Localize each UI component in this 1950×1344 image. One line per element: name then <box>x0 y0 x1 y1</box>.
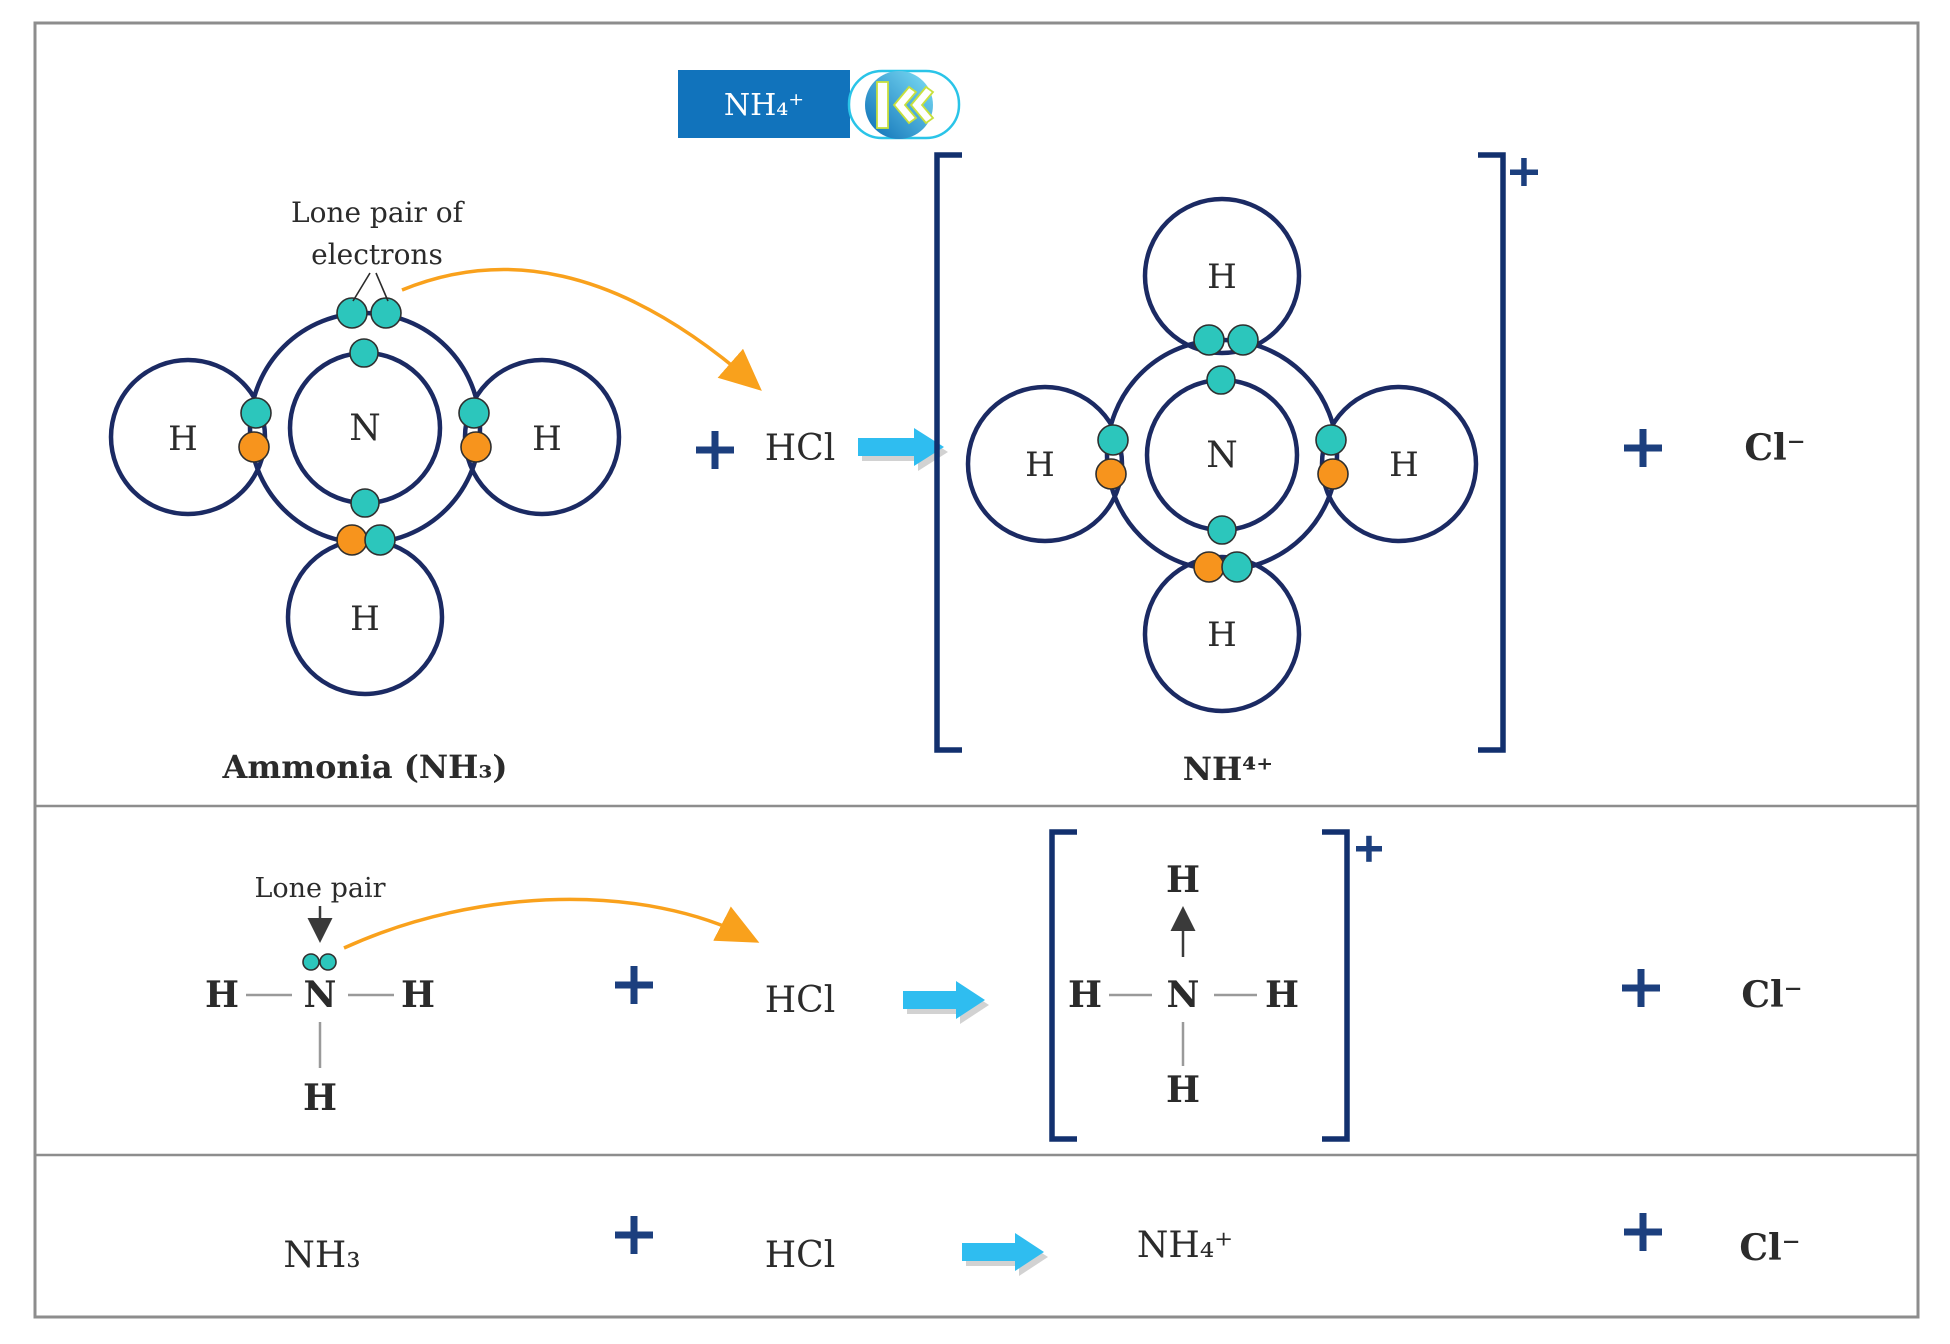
hydrogen-label-top: H <box>1207 257 1237 297</box>
electron-teal-bond-top-2 <box>1228 325 1258 355</box>
electron-orange-bond-right <box>1318 459 1348 489</box>
electron-teal-bond-bottom <box>365 525 395 555</box>
hydrogen-label-top: H <box>1165 859 1201 901</box>
nh3-label: NH₃ <box>283 1235 361 1276</box>
nitrogen-label: N <box>1166 974 1200 1016</box>
hydrogen-label-bottom: H <box>302 1077 338 1119</box>
electron-orange-bond-right <box>461 432 491 462</box>
nitrogen-label: N <box>349 408 381 449</box>
kunduz-logo-icon <box>849 71 959 139</box>
hydrogen-label-left: H <box>204 974 240 1016</box>
electron-teal-bond-right <box>459 398 489 428</box>
hydrogen-label-left: H <box>168 419 198 459</box>
hydrogen-label-left: H <box>1067 974 1103 1016</box>
ammonia-caption: Ammonia (NH₃) <box>222 748 508 786</box>
chloride-label: Cl⁻ <box>1741 974 1803 1016</box>
electron-teal-bond-left <box>241 398 271 428</box>
nitrogen-label: N <box>303 974 337 1016</box>
electron-teal-bond-right <box>1316 425 1346 455</box>
ammonium-caption: NH⁴⁺ <box>1182 750 1274 788</box>
electron-teal-lonepair-2 <box>320 954 336 970</box>
hcl-label: HCl <box>764 428 836 469</box>
hydrogen-label-right: H <box>400 974 436 1016</box>
electron-teal-bond-top-1 <box>1194 325 1224 355</box>
header-badge <box>678 70 959 139</box>
electron-orange-bond-left <box>239 432 269 462</box>
badge-formula: NH₄⁺ <box>723 88 805 123</box>
hydrogen-label-right: H <box>532 419 562 459</box>
electron-orange-bond-left <box>1096 459 1126 489</box>
electron-teal-inner-top <box>350 339 378 367</box>
electron-teal-lonepair-2 <box>371 298 401 328</box>
electron-teal-bond-left <box>1098 425 1128 455</box>
electron-teal-lonepair-1 <box>337 298 367 328</box>
lone-pair-text-1: Lone pair of <box>290 196 464 229</box>
nitrogen-label: N <box>1206 435 1238 476</box>
electron-teal-inner-top <box>1207 366 1235 394</box>
hydrogen-label-right: H <box>1389 445 1419 485</box>
electron-teal-bond-bottom <box>1222 552 1252 582</box>
electron-orange-bond-bottom <box>337 525 367 555</box>
hcl-label: HCl <box>764 980 836 1021</box>
electron-teal-inner-bottom <box>351 489 379 517</box>
lone-pair-text-2: electrons <box>311 238 443 271</box>
nh4-label: NH₄⁺ <box>1136 1225 1234 1266</box>
chloride-label: Cl⁻ <box>1739 1227 1801 1269</box>
hydrogen-label-bottom: H <box>1207 615 1237 655</box>
electron-teal-inner-bottom <box>1208 516 1236 544</box>
chloride-label: Cl⁻ <box>1744 427 1806 469</box>
electron-teal-lonepair-1 <box>303 954 319 970</box>
hydrogen-label-left: H <box>1025 445 1055 485</box>
lone-pair-text: Lone pair <box>254 873 386 904</box>
hydrogen-label-bottom: H <box>1165 1069 1201 1111</box>
hcl-label: HCl <box>764 1235 836 1276</box>
hydrogen-label-right: H <box>1264 974 1300 1016</box>
electron-orange-bond-bottom <box>1194 552 1224 582</box>
hydrogen-label-bottom: H <box>350 599 380 639</box>
